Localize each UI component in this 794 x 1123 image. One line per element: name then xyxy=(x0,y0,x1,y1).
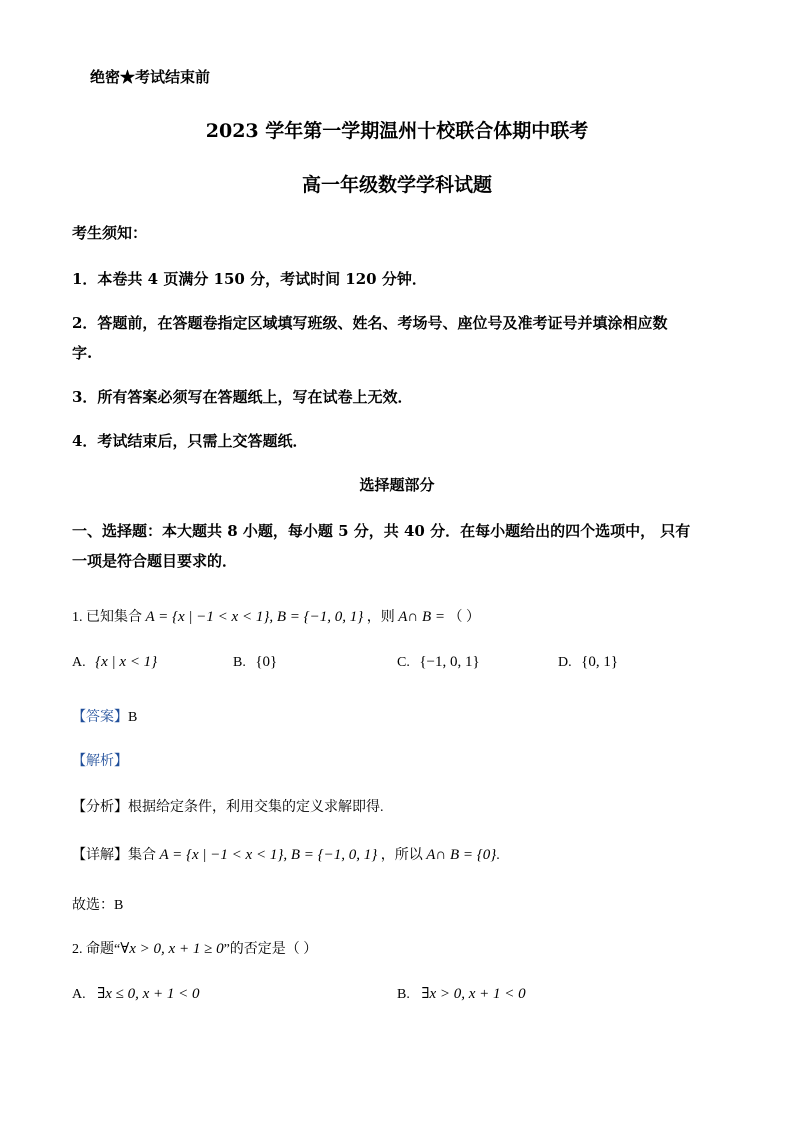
q1-choice: 故选：B xyxy=(72,898,124,913)
q1-detail xyxy=(72,844,500,864)
q1-option-d-value: {0, 1} xyxy=(581,654,619,670)
answer-value: B xyxy=(128,710,138,725)
q2-suffix: ”的否定是（ ） xyxy=(223,942,318,957)
section-intro-line1: 一、选择题：本大题共 8 小题，每小题 5 分，共 40 分．在每小题给出的四个选项中， 只有 xyxy=(72,522,691,540)
q1-suffix: ，则 xyxy=(366,610,395,625)
q1-option-c xyxy=(397,654,480,671)
notice-item-4: 4．考试结束后，只需上交答题纸． xyxy=(72,432,308,450)
detail-result: A∩ B = {0} xyxy=(426,847,497,863)
detail-text2: ，所以 xyxy=(380,848,423,863)
q1-analysis xyxy=(72,750,128,770)
q2-proposition: ∀x > 0, x + 1 ≥ 0 xyxy=(120,941,224,957)
exam-subtitle: 高一年级数学学科试题 xyxy=(301,174,492,196)
q1-fenxi xyxy=(72,796,384,816)
q1-option-c-label: C. xyxy=(397,655,410,670)
q2-option-b-label: B. xyxy=(397,987,410,1002)
q2-option-a-label: A. xyxy=(72,987,86,1002)
q1-option-b-label: B. xyxy=(233,655,246,670)
notice-heading: 考生须知： xyxy=(72,224,148,242)
q2-prefix: 2. 命题“ xyxy=(72,942,121,957)
answer-tag: 【答案】 xyxy=(72,710,128,725)
notice-item-1: 1．本卷共 4 页满分 150 分，考试时间 120 分钟． xyxy=(72,270,427,288)
detail-text1: 集合 xyxy=(128,848,156,863)
detail-set: A = {x | −1 < x < 1}, B = {−1, 0, 1} xyxy=(159,847,378,863)
q1-option-b-value: {0} xyxy=(255,654,278,670)
q2-option-a-value: ∃x ≤ 0, x + 1 < 0 xyxy=(97,986,200,1002)
q1-option-c-value: {−1, 0, 1} xyxy=(419,654,480,670)
q2-option-b xyxy=(397,984,526,1003)
q2-stem xyxy=(72,938,317,958)
q1-option-d-label: D. xyxy=(558,655,572,670)
q1-option-d xyxy=(558,654,618,671)
q1-paren: （ ） xyxy=(448,610,481,625)
q1-ask: A∩ B = xyxy=(398,609,446,625)
q1-option-a-value: {x | x < 1} xyxy=(95,654,158,670)
detail-end: . xyxy=(496,848,500,863)
notice-item-2-line2: 字. xyxy=(72,344,93,362)
q2-option-b-value: ∃x > 0, x + 1 < 0 xyxy=(421,986,526,1002)
detail-tag: 【详解】 xyxy=(72,848,128,863)
notice-item-3: 3．所有答案必须写在答题纸上，写在试卷上无效． xyxy=(72,388,413,406)
exam-title: 2023 学年第一学期温州十校联合体期中联考 xyxy=(205,120,589,142)
section-intro-line2: 一项是符合题目要求的． xyxy=(72,552,238,570)
analysis-tag: 【解析】 xyxy=(72,754,128,769)
q2-option-a xyxy=(72,984,200,1003)
q1-set-definition: A = {x | −1 < x < 1}, B = {−1, 0, 1} xyxy=(145,609,364,625)
fenxi-text: 根据给定条件，利用交集的定义求解即得. xyxy=(128,800,384,815)
q1-option-a-label: A. xyxy=(72,655,86,670)
q1-answer xyxy=(72,706,137,726)
q1-option-a xyxy=(72,654,157,671)
section-title: 选择题部分 xyxy=(359,476,435,494)
secret-label: 绝密★考试结束前 xyxy=(90,68,211,86)
fenxi-tag: 【分析】 xyxy=(72,800,128,815)
q1-stem xyxy=(72,606,480,626)
q1-option-b xyxy=(233,654,277,671)
q1-prefix: 1. 已知集合 xyxy=(72,610,142,625)
notice-item-2-line1: 2．答题前，在答题卷指定区域填写班级、姓名、考场号、座位号及准考证号并填涂相应数 xyxy=(72,314,668,332)
